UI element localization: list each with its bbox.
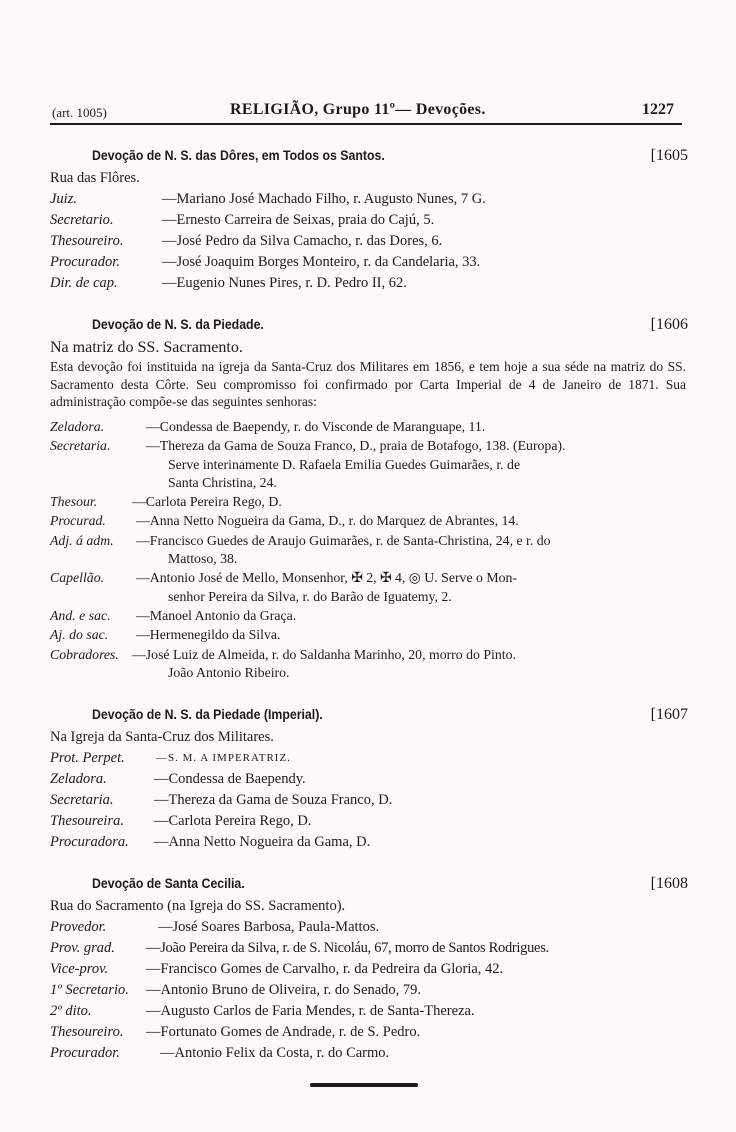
officer-value: —Condessa de Baependy, r. do Visconde de Maranguape, 11.	[146, 418, 486, 434]
entry-number: [1607	[650, 706, 688, 723]
officer-value: —José Soares Barbosa, Paula-Mattos.	[158, 918, 380, 935]
article-range: (art. 1005)	[52, 105, 107, 120]
entry-number: [1608	[650, 875, 688, 892]
officer-row	[50, 769, 696, 790]
officer-title: Procurador.	[50, 253, 120, 270]
page-number: 1227	[642, 101, 674, 118]
officer-row	[50, 917, 696, 938]
officer-value: —Eugenio Nunes Pires, r. D. Pedro II, 62.	[162, 274, 407, 291]
officer-value: —Manoel Antonio da Graça.	[136, 607, 297, 623]
officer-row	[50, 811, 696, 832]
officer-row	[50, 252, 696, 273]
officer-value: —Francisco Guedes de Araujo Guimarães, r. de Santa-Christina, 24, e r. do	[136, 532, 551, 548]
officer-value: —Thereza da Gama de Souza Franco, D., praia de Botafogo, 138. (Europa).	[146, 438, 566, 453]
officer-row	[50, 492, 696, 512]
officer-continuation: Serve interinamente D. Rafaela Emilia Guedes Guimarães, r. de	[168, 456, 521, 472]
officer-title: Provedor.	[50, 918, 107, 935]
officer-continuation: Mattoso, 38.	[168, 551, 238, 566]
entry-number: [1606	[650, 316, 688, 333]
running-header	[50, 101, 682, 123]
officer-value: —Anna Netto Nogueira da Gama, D., r. do Marquez de Abrantes, 14.	[136, 513, 519, 528]
officer-value: —Mariano José Machado Filho, r. Augusto Nunes, 7 G.	[162, 190, 486, 207]
entry-title: Devoção de N. S. da Piedade.	[92, 316, 264, 332]
officer-value: —José Luiz de Almeida, r. do Saldanha Marinho, 20, morro do Pinto.	[132, 646, 516, 662]
officer-row	[50, 511, 696, 531]
officer-value: —Condessa de Baependy.	[154, 770, 306, 787]
entry-address: Rua das Flôres.	[50, 170, 140, 186]
entry-1607	[50, 706, 696, 853]
officer-value: —Fortunato Gomes de Andrade, r. de S. Pedro.	[146, 1023, 421, 1040]
entry-address: Na matriz do SS. Sacramento.	[50, 339, 243, 356]
officer-row	[50, 748, 696, 769]
officer-value: —Antonio José de Mello, Monsenhor, ✠ 2, ✠ 4, ◎ U. Serve o Mon-	[136, 570, 518, 585]
entry-title-row	[50, 316, 696, 338]
officer-row	[50, 980, 696, 1001]
officer-value: —Carlota Pereira Rego, D.	[154, 812, 312, 829]
officer-title: Zeladora.	[50, 418, 105, 434]
officer-row	[50, 790, 696, 811]
officer-value: —Ernesto Carreira de Seixas, praia do Cajú, 5.	[162, 211, 435, 228]
officer-title: Thesoureiro.	[50, 232, 124, 249]
officer-row	[50, 531, 696, 551]
officer-value: —Carlota Pereira Rego, D.	[132, 493, 282, 509]
officer-title: Capellão.	[50, 570, 105, 585]
officer-title: Procuradora.	[50, 833, 129, 850]
officer-row	[50, 1022, 696, 1043]
officer-row	[50, 645, 696, 665]
officer-value: —João Pereira da Silva, r. de S. Nicoláu, 67, morro de Santos Rodrigues.	[146, 939, 549, 956]
officer-row	[50, 417, 696, 437]
officer-title: Cobradores.	[50, 646, 119, 662]
entry-title: Devoção de N. S. da Piedade (Imperial).	[92, 706, 323, 722]
officer-continuation: Santa Christina, 24.	[168, 474, 277, 490]
officer-title: Vice-prov.	[50, 960, 109, 977]
officer-value: —José Pedro da Silva Camacho, r. das Dores, 6.	[162, 232, 443, 249]
officer-row	[50, 231, 696, 252]
officer-title: Secretario.	[50, 211, 114, 228]
officer-title: Zeladora.	[50, 770, 107, 787]
officer-title: Thesoureiro.	[50, 1023, 124, 1040]
officer-title: Thesour.	[50, 493, 98, 509]
officer-title: Thesoureira.	[50, 812, 124, 829]
officer-value: —Antonio Felix da Costa, r. do Carmo.	[160, 1044, 390, 1061]
officer-title: Prot. Perpet.	[50, 749, 125, 766]
officer-title: Secretaria.	[50, 438, 111, 453]
officer-title: Prov. grad.	[50, 939, 115, 956]
officer-row	[50, 832, 696, 853]
entry-1605	[50, 147, 696, 294]
officer-row	[50, 189, 696, 210]
officer-value: —Francisco Gomes de Carvalho, r. da Pedreira da Gloria, 42.	[146, 960, 504, 977]
officer-title: Dir. de cap.	[50, 274, 118, 291]
officer-value: —S. M. A IMPERATRIZ.	[156, 751, 291, 764]
officer-title: 2º dito.	[50, 1002, 92, 1019]
officer-row	[50, 1001, 696, 1022]
officer-value: —José Joaquim Borges Monteiro, r. da Candelaria, 33.	[162, 253, 481, 270]
officer-row	[50, 436, 696, 456]
officer-title: Adj. á adm.	[50, 532, 114, 548]
entry-1606	[50, 316, 696, 682]
officer-row	[50, 959, 696, 980]
officer-value: —Hermenegildo da Silva.	[136, 627, 281, 642]
officer-title: Aj. do sac.	[50, 627, 109, 642]
officer-row	[50, 625, 696, 645]
officer-row	[50, 938, 696, 959]
entry-title: Devoção de Santa Cecilia.	[92, 875, 245, 891]
officer-title: Procurador.	[50, 1044, 120, 1061]
officer-row	[50, 568, 696, 588]
officer-value: —Augusto Carlos de Faria Mendes, r. de Santa-Thereza.	[146, 1002, 475, 1019]
officer-value: —Antonio Bruno de Oliveira, r. do Senado, 79.	[146, 981, 422, 998]
officer-row	[50, 1043, 696, 1064]
officer-title: Secretaria.	[50, 791, 114, 808]
footer-rule	[310, 1083, 418, 1087]
officer-continuation: senhor Pereira da Silva, r. do Barão de Iguatemy, 2.	[168, 588, 452, 604]
entry-title-row	[50, 147, 696, 169]
officer-row	[50, 273, 696, 294]
entry-1608	[50, 875, 696, 1064]
officer-row	[50, 210, 696, 231]
entry-title: Devoção de N. S. das Dôres, em Todos os Santos.	[92, 147, 385, 163]
entry-title-row	[50, 875, 696, 897]
entry-address: Na Igreja da Santa-Cruz dos Militares.	[50, 729, 274, 745]
entry-address: Rua do Sacramento (na Igreja do SS. Sacramento).	[50, 898, 346, 914]
officer-title: Juiz.	[50, 190, 77, 207]
entry-number: [1605	[650, 147, 688, 164]
entry-description: Esta devoção foi instituida na igreja da Santa-Cruz dos Militares em 1856, e tem hoje a sua séde na matriz do SS. Sacramento desta Côrte. Seu compromisso foi confirmado por Carta Imperial de 4 de Janeiro de 1871. Sua administração compõe-se das seguintes senhoras:	[50, 359, 686, 409]
officer-value: —Thereza da Gama de Souza Franco, D.	[154, 791, 393, 808]
officer-value: —Anna Netto Nogueira da Gama, D.	[154, 833, 371, 850]
officer-continuation: João Antonio Ribeiro.	[168, 665, 290, 680]
header-rule	[50, 123, 682, 125]
officer-title: And. e sac.	[50, 607, 111, 623]
officer-row	[50, 606, 696, 626]
officer-title: 1º Secretario.	[50, 981, 129, 998]
officer-title: Procurad.	[50, 513, 106, 528]
entry-title-row	[50, 706, 696, 728]
running-title: RELIGIÃO, Grupo 11º— Devoções.	[230, 101, 486, 118]
